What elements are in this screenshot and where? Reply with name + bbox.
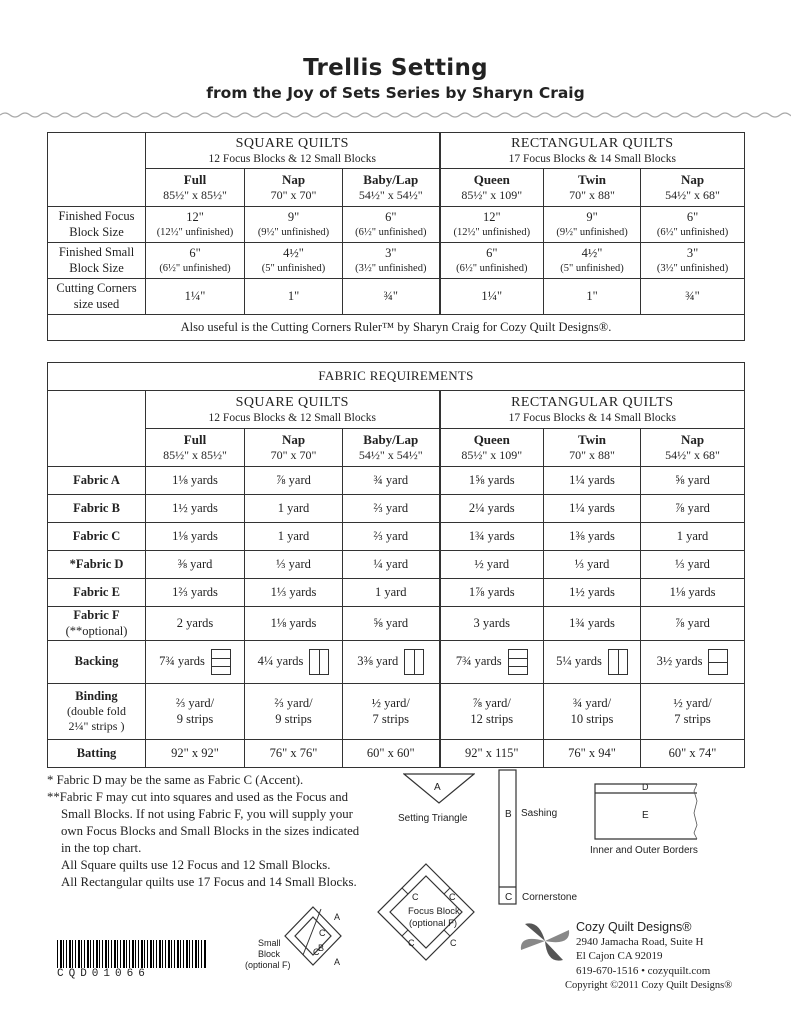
cell-value: 12" (186, 210, 204, 225)
backing-value (357, 649, 424, 675)
table-cell: 1¾ yards (544, 607, 641, 641)
table-cell: ⅝ yard (641, 467, 745, 495)
borders-label: Inner and Outer Borders (590, 845, 698, 856)
backing-yardage: 4¼ yards (257, 654, 304, 669)
table-cell: 60" x 74" (641, 740, 745, 768)
table-cell: 2¼ yards (440, 495, 544, 523)
table-cell (440, 207, 544, 243)
table-cell (146, 684, 245, 740)
footnote-line: **Fabric F may cut into squares and used as the Focus and (47, 790, 349, 804)
table-cell (641, 641, 745, 684)
barcode-number: CQD01066 (57, 968, 150, 980)
table-cell (343, 684, 440, 740)
pinwheel-logo-icon (517, 918, 573, 964)
size-header (440, 169, 544, 207)
setting-triangle-label: Setting Triangle (398, 813, 468, 824)
row-label: Finished Small Block Size (48, 243, 146, 279)
table-cell: 60" x 60" (343, 740, 440, 768)
row-label-text: Fabric F (73, 607, 120, 622)
size-dimensions: 54½" x 54½" (358, 188, 423, 203)
table-cell: ⅞ yard (245, 467, 343, 495)
cell-value: 1" (586, 288, 598, 303)
row-label-text: Fabric C (72, 528, 121, 543)
backing-yardage: 7¾ yards (455, 654, 502, 669)
cell-value: 6" (189, 246, 201, 261)
block-size-table (47, 132, 745, 341)
table-cell (440, 684, 544, 740)
cell-value: 6" (686, 210, 699, 225)
binding-strips: 10 strips (570, 711, 614, 726)
footnote-line: All Square quilts use 12 Focus and 12 Small Blocks. (61, 858, 331, 872)
size-header (440, 429, 544, 467)
size-header (544, 429, 641, 467)
table-cell: 1⅛ yards (641, 579, 745, 607)
backing-yardage: 3½ yards (656, 654, 703, 669)
table-cell: ¾ yard (343, 467, 440, 495)
size-name: Nap (281, 431, 306, 447)
row-label (48, 495, 146, 523)
table-cell: 1⅛ yards (146, 467, 245, 495)
table-cell: 1½ yards (544, 579, 641, 607)
binding-yardage: ½ yard/ (673, 695, 712, 710)
table-cell: 1 yard (245, 495, 343, 523)
backing-value (657, 649, 729, 675)
contact-line: 619-670-1516 • cozyquilt.com (576, 964, 711, 977)
cornerstone-label: Cornerstone (522, 892, 578, 903)
rectangular-quilts-header: RECTANGULAR QUILTS 17 Focus Blocks & 14 Small Blocks (440, 133, 745, 169)
barcode (57, 940, 207, 968)
size-dimensions: 70" x 88" (569, 188, 615, 203)
table-cell (544, 641, 641, 684)
letter-e-label: E (642, 810, 649, 821)
page-subtitle: from the Joy of Sets Series by Sharyn Craig (206, 84, 585, 102)
row-label: Backing (48, 641, 146, 684)
table-row (48, 607, 745, 641)
table-cell (245, 279, 343, 315)
table-cell: 1⅝ yards (440, 467, 544, 495)
cell-subvalue: (6½" unfinished) (656, 226, 729, 238)
table-cell: ⅓ yard (544, 551, 641, 579)
small-block-label: Small (258, 938, 281, 948)
size-name: Queen (473, 171, 510, 187)
backing-yardage: 3⅜ yard (357, 654, 399, 669)
table-cell: 1⅜ yards (544, 523, 641, 551)
table-cell (641, 684, 745, 740)
backing-value (556, 649, 628, 675)
table-cell (343, 279, 440, 315)
table-cell (146, 207, 245, 243)
size-header (544, 169, 641, 207)
small-block-c-label: C (313, 947, 320, 957)
row-label: Finished Focus Block Size (48, 207, 146, 243)
size-name: Baby/Lap (363, 431, 419, 447)
binding-strips: 7 strips (674, 711, 711, 726)
batting-row (48, 740, 745, 768)
table-row (48, 467, 745, 495)
row-label (48, 551, 146, 579)
row-label: Cutting Corners size used (48, 279, 146, 315)
size-dimensions: 70" x 88" (569, 448, 615, 463)
address-line: El Cajon CA 92019 (576, 950, 663, 962)
small-block-label: Block (258, 949, 281, 959)
table-cell: 1⅛ yards (146, 523, 245, 551)
table-row (48, 279, 745, 315)
table-row (48, 207, 745, 243)
size-header (641, 169, 745, 207)
cell-value: 3" (385, 246, 397, 261)
corner-c-label: C (412, 892, 419, 902)
table-cell: 1⅞ yards (440, 579, 544, 607)
backing-layout-icon (508, 649, 528, 675)
table-cell: ⅓ yard (641, 551, 745, 579)
table-cell: 3 yards (440, 607, 544, 641)
size-header (146, 169, 245, 207)
table-cell: 1½ yards (146, 495, 245, 523)
table-cell (245, 684, 343, 740)
size-dimensions: 54½" x 68" (665, 188, 720, 203)
table-cell (641, 207, 745, 243)
row-label-text: Fabric A (73, 472, 120, 487)
fabric-requirements-table (47, 362, 745, 768)
table-cell: ⅔ yard (343, 495, 440, 523)
backing-layout-icon (708, 649, 728, 675)
size-dimensions: 85½" x 85½" (163, 448, 227, 463)
size-dimensions: 85½" x 109" (461, 188, 523, 203)
table-cell (146, 641, 245, 684)
table-cell (440, 243, 544, 279)
table-cell: 1 yard (641, 523, 745, 551)
table-cell: 1 yard (343, 579, 440, 607)
cell-subvalue: (9½" unfinished) (556, 226, 628, 238)
table-cell: ¼ yard (343, 551, 440, 579)
size-name: Full (183, 431, 207, 447)
binding-strips: 9 strips (176, 711, 214, 726)
row-label (48, 607, 146, 641)
row-label (48, 684, 146, 740)
company-name: Cozy Quilt Designs® (576, 920, 692, 934)
table-cell (440, 279, 544, 315)
size-header (245, 169, 343, 207)
cell-value: 4½" (581, 246, 603, 261)
corner-cell (48, 133, 146, 207)
table-cell (245, 207, 343, 243)
size-header (641, 429, 745, 467)
cell-subvalue: (6½" unfinished) (456, 262, 528, 274)
binding-strips: 12 strips (470, 711, 514, 726)
table-cell (343, 207, 440, 243)
cell-value: 1¼" (481, 288, 503, 303)
size-name: Baby/Lap (363, 171, 419, 187)
size-name: Nap (680, 171, 705, 187)
table-row (48, 495, 745, 523)
footnote-line: All Rectangular quilts use 17 Focus and 14 Small Blocks. (61, 875, 357, 889)
small-block-b-label: B (318, 943, 325, 953)
company-address (576, 920, 710, 978)
table-cell: 1⅓ yards (245, 579, 343, 607)
backing-yardage: 5¼ yards (556, 654, 602, 669)
table-cell: 76" x 94" (544, 740, 641, 768)
table-cell (544, 684, 641, 740)
small-block-a-label: A (334, 912, 341, 922)
table-cell: 1¼ yards (544, 495, 641, 523)
small-block-c-label: C (319, 928, 326, 938)
footnote-line: in the top chart. (61, 841, 142, 855)
binding-yardage: ⅔ yard/ (274, 695, 313, 710)
footnote-line: * Fabric D may be the same as Fabric C (Accent). (47, 773, 304, 787)
size-name: Nap (680, 431, 705, 447)
cell-value: 9" (287, 210, 300, 225)
letter-a-label: A (434, 782, 441, 793)
rectangular-quilts-header: RECTANGULAR QUILTS 17 Focus Blocks & 14 Small Blocks (440, 391, 745, 429)
focus-block-optional-label: (optional F) (409, 918, 458, 929)
size-dimensions: 70" x 70" (270, 448, 317, 463)
size-header (343, 169, 440, 207)
cell-subvalue: (9½" unfinished) (257, 226, 330, 238)
table-cell: 1⅛ yards (245, 607, 343, 641)
decorative-divider (0, 110, 791, 120)
size-name: Nap (281, 171, 306, 187)
row-label-text: *Fabric D (69, 556, 124, 571)
letter-b-label: B (505, 809, 512, 820)
fabric-requirements-title: FABRIC REQUIREMENTS (48, 363, 745, 391)
footnote-line: own Focus Blocks and Small Blocks in the sizes indicated (61, 824, 360, 838)
size-dimensions: 54½" x 54½" (358, 448, 423, 463)
table-cell (343, 243, 440, 279)
backing-yardage: 7¾ yards (159, 654, 205, 669)
size-dimensions: 70" x 70" (270, 188, 317, 203)
row-label (48, 467, 146, 495)
table-cell (245, 243, 343, 279)
ruler-note: Also useful is the Cutting Corners Ruler™ by Sharyn Craig for Cozy Quilt Designs®. (48, 315, 745, 341)
table-cell: 92" x 115" (440, 740, 544, 768)
row-label (48, 579, 146, 607)
size-header (245, 429, 343, 467)
table-cell (440, 641, 544, 684)
copyright: Copyright ©2011 Cozy Quilt Designs® (565, 980, 733, 991)
table-cell: 92" x 92" (146, 740, 245, 768)
cell-value: ¾" (383, 288, 398, 303)
sashing-label: Sashing (521, 808, 558, 819)
backing-row (48, 641, 745, 684)
cell-value: 1" (287, 288, 300, 303)
table-row (48, 551, 745, 579)
page-title: Trellis Setting (303, 55, 488, 81)
size-dimensions: 85½" x 85½" (163, 188, 227, 203)
cell-value: 6" (486, 246, 498, 261)
row-label-note: (double fold (67, 704, 126, 719)
square-quilts-header: SQUARE QUILTS 12 Focus Blocks & 12 Small Blocks (146, 133, 440, 169)
table-cell: ½ yard (440, 551, 544, 579)
cell-subvalue: (3½" unfinished) (656, 262, 729, 274)
backing-value (159, 649, 231, 675)
row-label-text: Binding (75, 688, 118, 703)
binding-strips: 9 strips (275, 711, 312, 726)
size-name: Twin (578, 171, 606, 187)
size-dimensions: 54½" x 68" (665, 448, 720, 463)
footnote-line: Small Blocks. If not using Fabric F, you will supply your (61, 807, 353, 821)
cell-value: 6" (385, 210, 397, 225)
table-cell: 1¼ yards (544, 467, 641, 495)
row-label-text: Fabric B (73, 500, 120, 515)
table-row (48, 579, 745, 607)
binding-yardage: ½ yard/ (371, 695, 410, 710)
backing-layout-icon (404, 649, 424, 675)
backing-layout-icon (608, 649, 628, 675)
row-label-note: (**optional) (65, 623, 128, 638)
cell-subvalue: (12½" unfinished) (156, 226, 234, 238)
binding-strips: 7 strips (372, 711, 409, 726)
small-block-optional-label: (optional F) (245, 960, 291, 970)
address-line: 2940 Jamacha Road, Suite H (576, 935, 704, 948)
table-cell (544, 243, 641, 279)
square-quilts-header: SQUARE QUILTS 12 Focus Blocks & 12 Small Blocks (146, 391, 440, 429)
size-name: Twin (578, 431, 606, 447)
cell-value: 3" (686, 246, 699, 261)
table-cell (544, 207, 641, 243)
cell-subvalue: (5" unfinished) (560, 262, 624, 274)
backing-value (258, 649, 330, 675)
small-block-a-label: A (334, 957, 341, 967)
backing-value (456, 649, 528, 675)
size-name: Queen (473, 431, 510, 447)
backing-layout-icon (309, 649, 329, 675)
binding-yardage: ⅔ yard/ (175, 695, 215, 710)
letter-c-label: C (505, 892, 513, 903)
binding-yardage: ⅞ yard/ (472, 695, 511, 710)
size-dimensions: 85½" x 109" (461, 448, 523, 463)
table-cell: 1¾ yards (440, 523, 544, 551)
cell-subvalue: (12½" unfinished) (453, 226, 531, 238)
table-cell (245, 641, 343, 684)
size-header (146, 429, 245, 467)
table-cell: 2 yards (146, 607, 245, 641)
cell-value: 1¼" (184, 288, 206, 303)
cell-subvalue: (6½" unfinished) (159, 262, 231, 274)
row-label-note: 2¼" strips ) (68, 719, 125, 734)
cell-subvalue: (3½" unfinished) (355, 262, 427, 274)
table-cell: 1 yard (245, 523, 343, 551)
table-cell (146, 243, 245, 279)
corner-cell (48, 391, 146, 467)
cell-value: 9" (586, 210, 598, 225)
backing-layout-icon (211, 649, 231, 675)
focus-block-label: Focus Block (408, 906, 460, 917)
table-cell: ⅝ yard (343, 607, 440, 641)
size-name: Full (183, 171, 207, 187)
table-row (48, 243, 745, 279)
table-cell: 1⅔ yards (146, 579, 245, 607)
corner-c-label: C (408, 938, 415, 948)
corner-c-label: C (449, 892, 456, 902)
row-label-text: Fabric E (73, 584, 120, 599)
letter-d-label: D (642, 782, 649, 792)
footnotes (47, 772, 387, 891)
table-cell: ⅞ yard (641, 495, 745, 523)
cell-value: 12" (482, 210, 501, 225)
corner-c-label: C (450, 938, 457, 948)
row-label: Batting (48, 740, 146, 768)
table-cell: ⅔ yard (343, 523, 440, 551)
size-header (343, 429, 440, 467)
table-row (48, 523, 745, 551)
table-cell (641, 279, 745, 315)
table-cell (641, 243, 745, 279)
table-cell: ⅞ yard (641, 607, 745, 641)
table-cell (544, 279, 641, 315)
binding-yardage: ¾ yard/ (572, 695, 612, 710)
binding-row (48, 684, 745, 740)
row-label (48, 523, 146, 551)
cell-value: 4½" (283, 246, 304, 261)
table-cell: 76" x 76" (245, 740, 343, 768)
table-cell (343, 641, 440, 684)
cell-subvalue: (5" unfinished) (261, 262, 326, 274)
cell-value: ¾" (685, 288, 700, 303)
sashing-diagram (498, 769, 518, 906)
table-cell: ⅜ yard (146, 551, 245, 579)
cell-subvalue: (6½" unfinished) (355, 226, 427, 238)
table-cell (146, 279, 245, 315)
table-cell: ⅓ yard (245, 551, 343, 579)
